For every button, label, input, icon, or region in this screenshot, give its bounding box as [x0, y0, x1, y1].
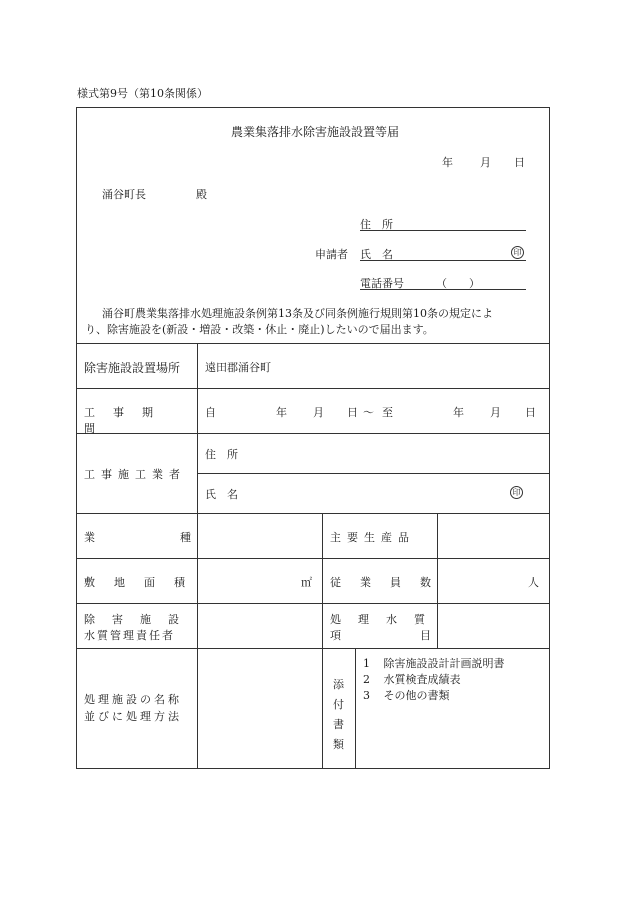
- middle-column-divider: [322, 513, 323, 768]
- date-year-label: 年: [442, 156, 453, 169]
- table-rule-7: [76, 603, 550, 604]
- applicant-name-label: 氏 名: [360, 248, 393, 261]
- body-text-line-1: 涌谷町農業集落排水処理施設条例第13条及び同条例施行規則第10条の規定によ: [102, 307, 493, 320]
- water-items-line2-end: 目: [420, 629, 431, 642]
- addressee-name: 涌谷町長: [102, 188, 146, 201]
- period-label-text: 工事期間: [84, 406, 171, 435]
- applicant-phone-parens: （ ）: [436, 277, 480, 290]
- location-label: 除害施設設置場所: [84, 361, 181, 375]
- table-rule-1: [76, 343, 550, 344]
- attachment-text: 除害施設設計計画説明書: [383, 657, 505, 670]
- period-to: 至: [382, 406, 393, 419]
- attachment-item: [363, 687, 450, 703]
- contractor-label: 工事施工業者: [84, 468, 186, 481]
- period-to-month: 月: [490, 406, 501, 419]
- frame-right-line: [549, 107, 550, 769]
- frame-left-line: [76, 107, 77, 769]
- attachment-num: 1: [363, 657, 370, 670]
- period-from: 自: [205, 406, 216, 419]
- contractor-name-label: 氏 名: [205, 488, 238, 501]
- frame-top-line: [76, 107, 550, 108]
- main-product-label: 主要生産品: [330, 531, 415, 544]
- attachment-text: 水質検査成績表: [383, 673, 461, 686]
- period-label: [84, 404, 190, 436]
- employees-label: 従業員数: [330, 576, 450, 589]
- manager-label-line1: 除害施設: [84, 613, 196, 626]
- label-column-divider: [197, 343, 198, 768]
- contractor-address-label: 住 所: [205, 448, 238, 461]
- water-items-line1: 処理水質: [330, 613, 442, 626]
- attachment-item: [363, 671, 461, 687]
- body-text-line-2: り、除害施設を(新設・増設・改築・休止・廃止)したいので届出ます。: [85, 323, 434, 336]
- table-rule-4: [197, 473, 550, 474]
- applicant-role-label: 申請者: [315, 248, 348, 261]
- form-number-label: 様式第9号（第10条関係）: [77, 87, 208, 100]
- attachment-num: 3: [363, 689, 370, 702]
- contractor-seal-icon: 印: [510, 486, 523, 499]
- date-day-label: 日: [514, 156, 525, 169]
- table-rule-8: [76, 648, 550, 649]
- applicant-address-label: 住 所: [360, 218, 393, 231]
- industry-label-end: 種: [180, 531, 191, 544]
- facility-label-line1: 処理施設の名称: [84, 693, 182, 706]
- date-month-label: 月: [480, 156, 491, 169]
- manager-label-line2: 水質管理責任者: [84, 629, 175, 642]
- period-from-day: 日: [347, 406, 358, 419]
- period-from-month: 月: [313, 406, 324, 419]
- people-unit: 人: [528, 576, 539, 589]
- applicant-name-underline: [360, 260, 526, 261]
- attachment-item: [363, 655, 505, 671]
- period-to-day: 日: [525, 406, 536, 419]
- industry-label-start: 業: [84, 531, 95, 544]
- site-area-label: 敷地面積: [84, 576, 204, 589]
- attachments-label: 添付書類: [333, 678, 344, 751]
- attachment-num: 2: [363, 673, 370, 686]
- table-rule-2: [76, 388, 550, 389]
- applicant-seal-icon: 印: [511, 246, 524, 259]
- period-to-year: 年: [453, 406, 464, 419]
- location-value: 遠田郡涌谷町: [205, 361, 271, 374]
- period-tilde: ～: [363, 406, 374, 419]
- table-rule-5: [76, 513, 550, 514]
- attachment-text: その他の書類: [383, 689, 450, 702]
- area-unit: ㎡: [301, 576, 312, 589]
- frame-bottom-line: [76, 768, 550, 769]
- attachments-divider: [355, 648, 356, 768]
- applicant-phone-underline: [360, 289, 526, 290]
- table-rule-6: [76, 558, 550, 559]
- water-items-line2-start: 項: [330, 629, 341, 642]
- applicant-address-underline: [360, 230, 526, 231]
- applicant-phone-label: 電話番号: [360, 277, 404, 290]
- document-title: 農業集落排水除害施設設置等届: [230, 125, 399, 139]
- facility-label-line2: 並びに処理方法: [84, 710, 182, 723]
- period-from-year: 年: [276, 406, 287, 419]
- addressee-honorific: 殿: [196, 188, 207, 201]
